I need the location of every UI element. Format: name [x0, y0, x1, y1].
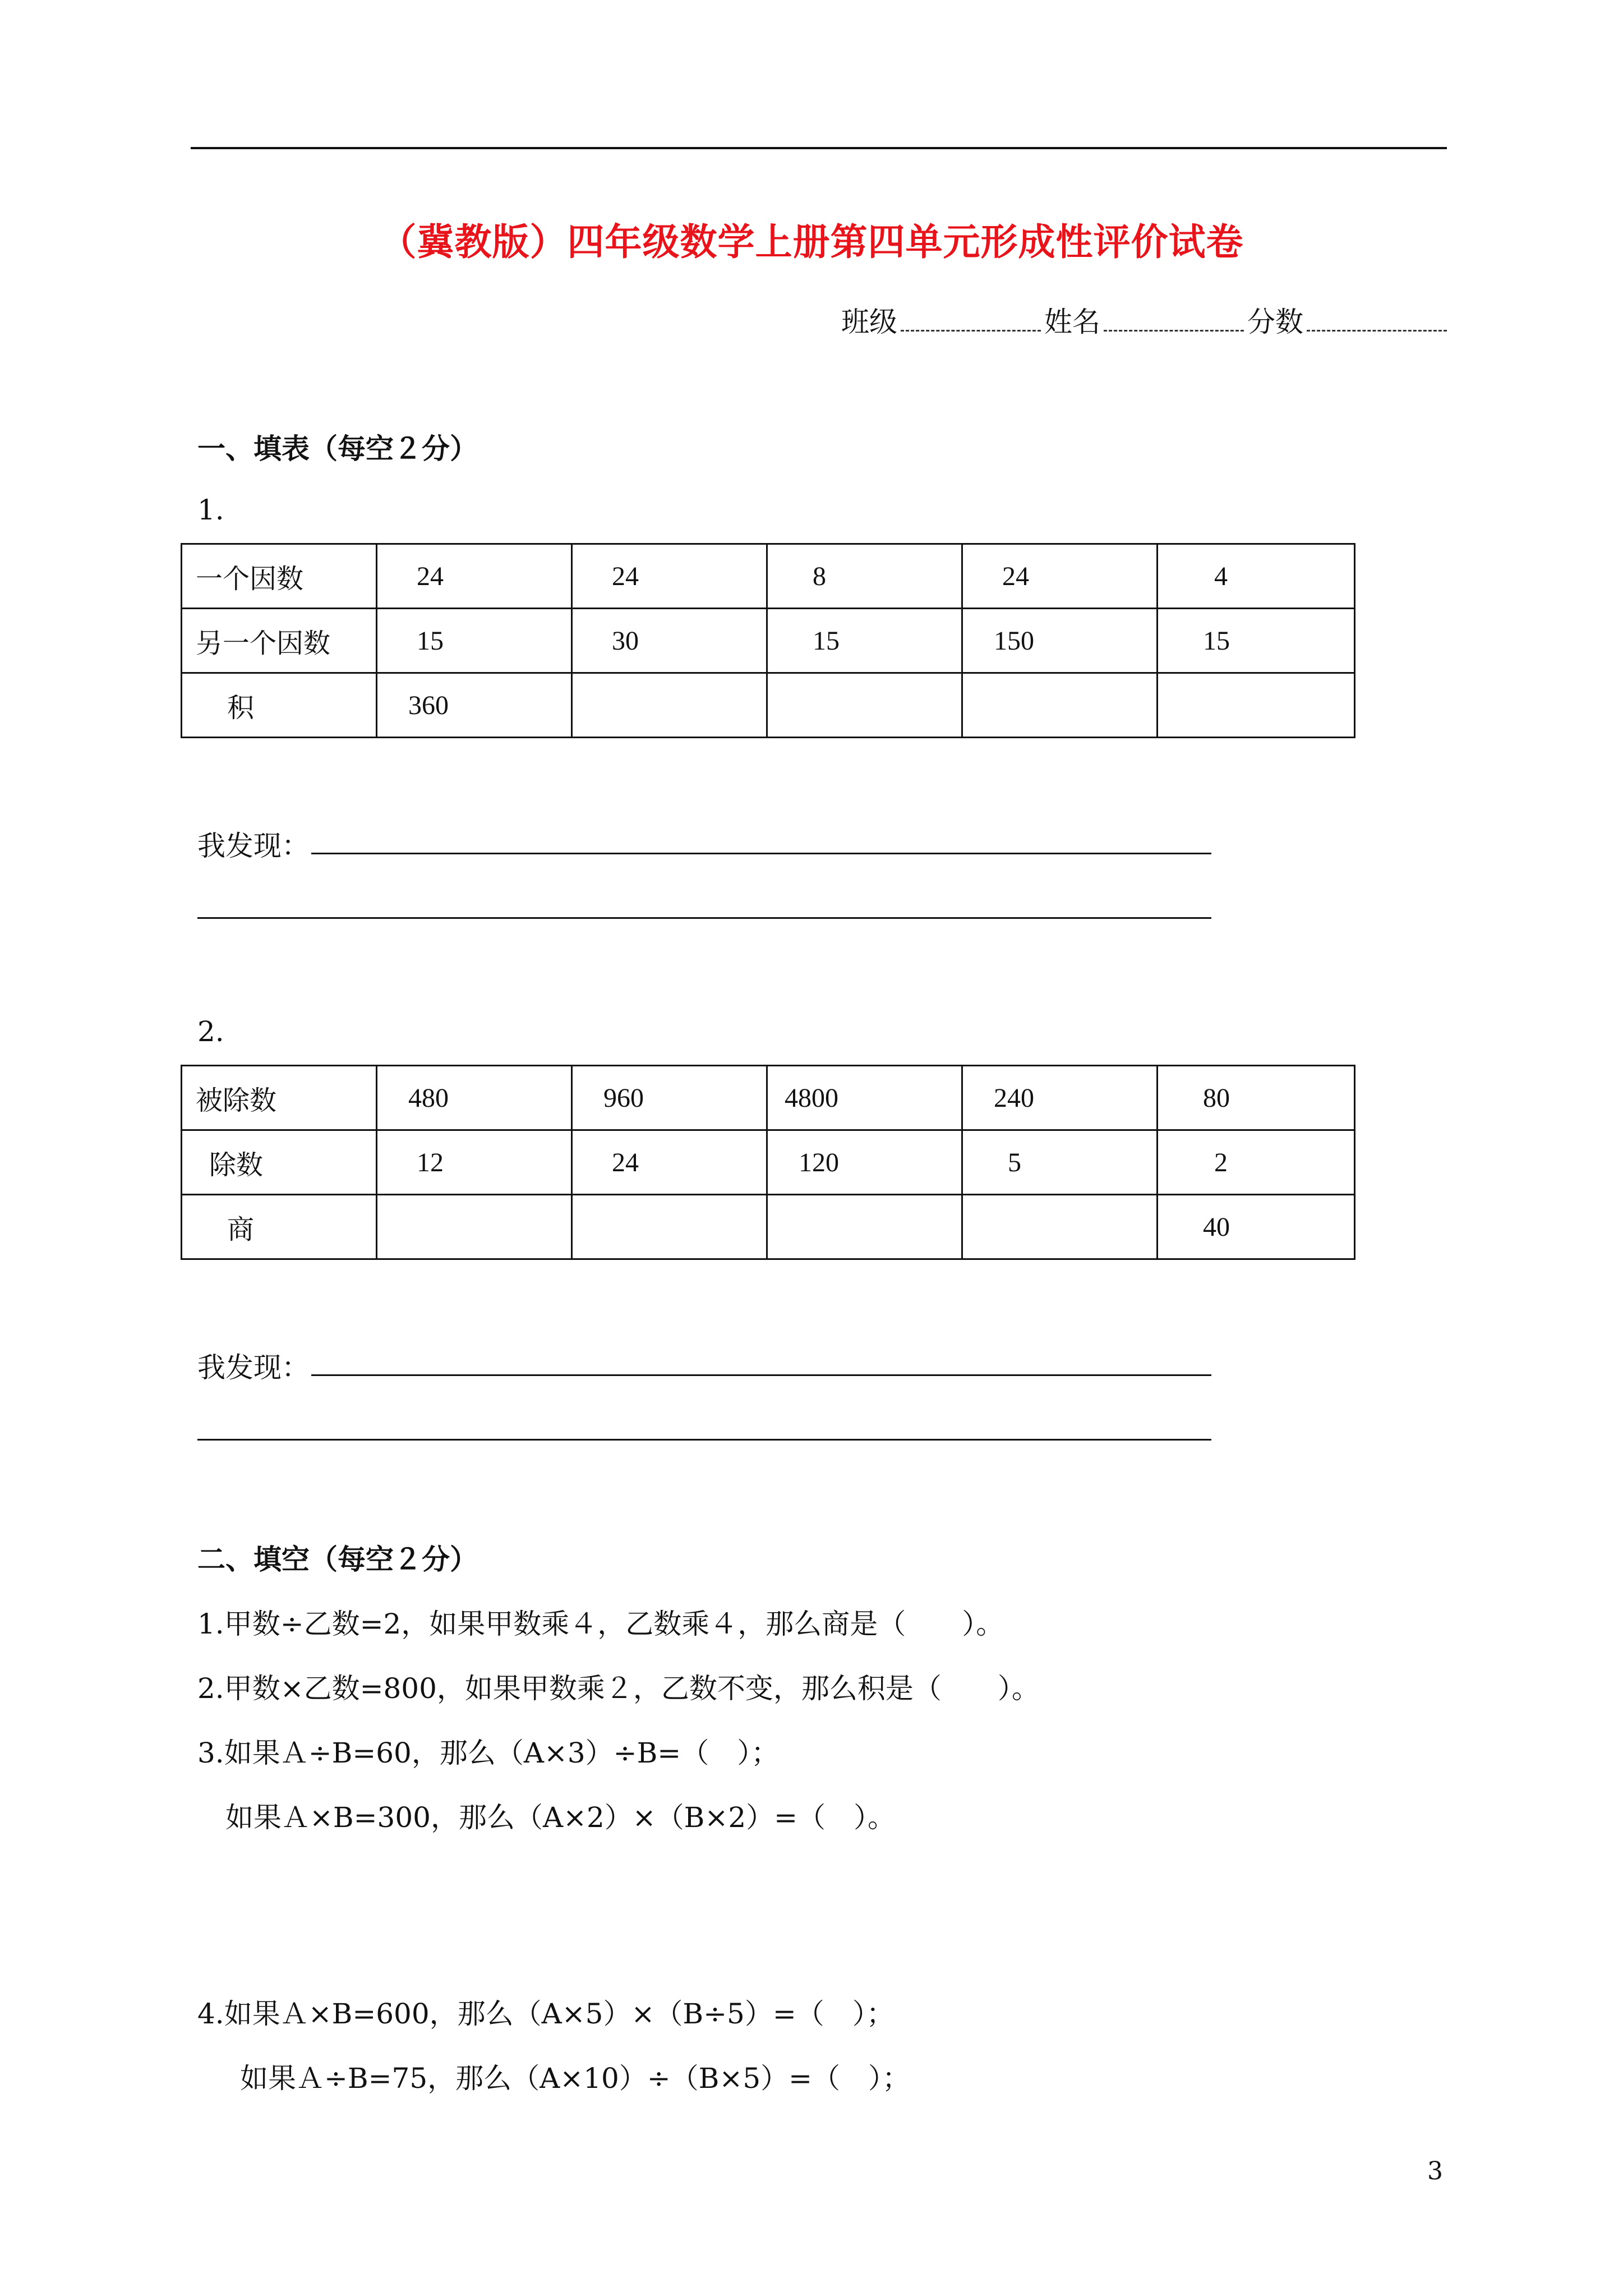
- section2-heading: 二、填空（每空２分）: [197, 1543, 478, 1576]
- row-label: 被除数: [182, 1066, 377, 1130]
- row-label: 积: [182, 673, 377, 738]
- table-cell: 240: [962, 1066, 1158, 1130]
- score-blank[interactable]: [1307, 305, 1447, 332]
- q1-number: 1.: [197, 494, 224, 526]
- answer-cell[interactable]: [572, 1195, 767, 1259]
- row-label: 除数: [182, 1130, 377, 1195]
- answer-cell[interactable]: [377, 1195, 572, 1259]
- table-cell: 15: [377, 609, 572, 673]
- table-cell: 960: [572, 1066, 767, 1130]
- table-cell: 80: [1158, 1066, 1355, 1130]
- q2-finding-line-1[interactable]: [311, 1374, 1211, 1376]
- fill-item-1: 1.甲数÷乙数=2，如果甲数乘４，乙数乘４，那么商是（ ）。: [197, 1608, 1004, 1640]
- table-cell: 30: [572, 609, 767, 673]
- table-row: [182, 1195, 1355, 1259]
- q1-finding-line-2[interactable]: [197, 917, 1211, 919]
- class-label: 班级: [841, 306, 897, 338]
- table-cell: 24: [572, 544, 767, 609]
- name-blank[interactable]: [1104, 305, 1244, 332]
- row-label: 一个因数: [182, 544, 377, 609]
- page-title: （冀教版）四年级数学上册第四单元形成性评价试卷: [379, 220, 1244, 264]
- table-row: [182, 1066, 1355, 1130]
- table-cell: 40: [1158, 1195, 1355, 1259]
- table-cell: 8: [767, 544, 962, 609]
- table-cell: 150: [962, 609, 1158, 673]
- table-cell: 24: [377, 544, 572, 609]
- fill-item-3b: 如果Ａ×B=300，那么（A×2）×（B×2）=（ ）。: [225, 1801, 896, 1834]
- table-row: [182, 673, 1355, 738]
- answer-cell[interactable]: [1158, 673, 1355, 738]
- table-cell: 120: [767, 1130, 962, 1195]
- answer-cell[interactable]: [767, 1195, 962, 1259]
- answer-cell[interactable]: [572, 673, 767, 738]
- table-cell: 24: [572, 1130, 767, 1195]
- answer-cell[interactable]: [767, 673, 962, 738]
- q2-finding-line-2[interactable]: [197, 1439, 1211, 1441]
- student-info: [841, 300, 1450, 340]
- page-number: 3: [1427, 2157, 1443, 2185]
- q1-finding-label: 我发现：: [197, 830, 310, 862]
- table-cell: 15: [1158, 609, 1355, 673]
- top-rule: [191, 147, 1447, 149]
- table-cell: 2: [1158, 1130, 1355, 1195]
- q1-table: [181, 543, 1355, 738]
- table-cell: 480: [377, 1066, 572, 1130]
- table-cell: 5: [962, 1130, 1158, 1195]
- name-label: 姓名: [1044, 306, 1100, 338]
- table-cell: 24: [962, 544, 1158, 609]
- fill-item-2: 2.甲数×乙数=800，如果甲数乘２，乙数不变，那么积是（ ）。: [197, 1672, 1040, 1705]
- row-label: 另一个因数: [182, 609, 377, 673]
- table-row: [182, 609, 1355, 673]
- fill-item-4b: 如果Ａ÷B=75，那么（A×10）÷（B×5）=（ ）；: [240, 2062, 911, 2095]
- table-cell: 12: [377, 1130, 572, 1195]
- q2-table: [181, 1065, 1355, 1260]
- fill-item-3a: 3.如果Ａ÷B=60，那么（A×3）÷B=（ ）；: [197, 1737, 780, 1769]
- table-row: [182, 544, 1355, 609]
- table-cell: 15: [767, 609, 962, 673]
- table-cell: 4: [1158, 544, 1355, 609]
- table-cell: 4800: [767, 1066, 962, 1130]
- answer-cell[interactable]: [962, 673, 1158, 738]
- row-label: 商: [182, 1195, 377, 1259]
- fill-item-4a: 4.如果Ａ×B=600，那么（A×5）×（B÷5）=（ ）；: [197, 1998, 895, 2030]
- q2-number: 2.: [197, 1015, 224, 1048]
- q1-finding-line-1[interactable]: [311, 853, 1211, 854]
- score-label: 分数: [1247, 306, 1303, 338]
- table-cell: 360: [377, 673, 572, 738]
- section1-heading: 一、填表（每空２分）: [197, 432, 478, 465]
- table-row: [182, 1130, 1355, 1195]
- answer-cell[interactable]: [962, 1195, 1158, 1259]
- class-blank[interactable]: [901, 305, 1041, 332]
- q2-finding-label: 我发现：: [197, 1351, 310, 1384]
